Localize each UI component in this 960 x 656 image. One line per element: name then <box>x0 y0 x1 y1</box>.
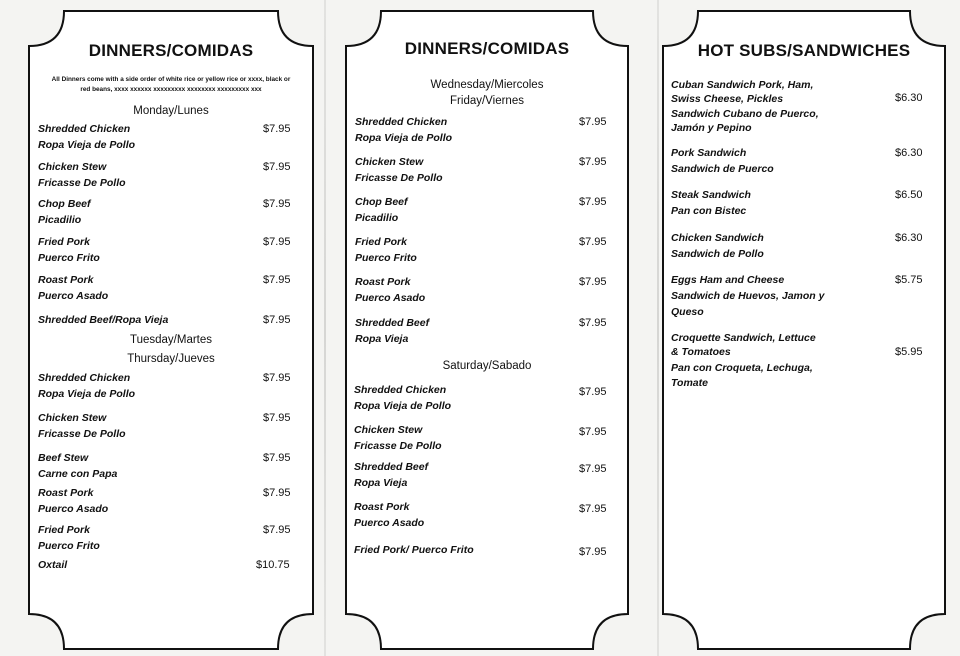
menu-item-price: $7.95 <box>263 161 291 173</box>
menu-item-price: $5.95 <box>895 346 923 358</box>
menu-item-alt-name: Sandwich Cubano de Puerco, <box>671 108 819 120</box>
menu-item-name: Steak Sandwich <box>671 189 751 201</box>
menu-item-name: Roast Pork <box>354 501 410 513</box>
menu-item-price: $7.95 <box>263 412 291 424</box>
menu-item-alt-name: Ropa Vieja de Pollo <box>354 400 452 412</box>
menu-item-alt-name-cont: Queso <box>671 306 704 318</box>
menu-item-alt-name-cont: Jamón y Pepino <box>671 122 752 134</box>
menu-item-name: Cuban Sandwich Pork, Ham, <box>671 79 814 91</box>
menu-item-price: $7.95 <box>263 123 291 135</box>
paper-fold-left <box>324 0 326 656</box>
menu-item-price: $5.75 <box>895 274 923 286</box>
menu-item-price: $7.95 <box>579 317 607 329</box>
menu-item-alt-name: Picadilio <box>38 214 82 226</box>
menu-item-price: $7.95 <box>263 314 291 326</box>
menu-item-name: Oxtail <box>38 559 68 571</box>
menu-item-alt-name: Sandwich de Pollo <box>671 248 764 260</box>
menu-item-name: Shredded Chicken <box>38 372 131 384</box>
menu-item-name: Chicken Stew <box>38 412 107 424</box>
menu-item-price: $6.50 <box>895 189 923 201</box>
menu-item-alt-name: Fricasse De Pollo <box>38 428 126 440</box>
menu-item-name: Roast Pork <box>38 487 94 499</box>
menu-item-price: $7.95 <box>579 386 607 398</box>
menu-item-alt-name-cont: Tomate <box>671 377 708 389</box>
menu-item-alt-name: Ropa Vieja <box>354 477 408 489</box>
menu-item-price: $7.95 <box>263 487 291 499</box>
menu-item-alt-name: Puerco Frito <box>38 252 100 264</box>
menu-item-name: Shredded Beef <box>354 461 429 473</box>
menu-item-name: Pork Sandwich <box>671 147 747 159</box>
menu-item-alt-name: Sandwich de Huevos, Jamon y <box>671 290 825 302</box>
menu-item-price: $7.95 <box>579 156 607 168</box>
menu-item-name: Shredded Chicken <box>355 116 448 128</box>
menu-item-name: Shredded Chicken <box>354 384 447 396</box>
menu-item-name: Chicken Stew <box>38 161 107 173</box>
menu-item-price: $6.30 <box>895 92 923 104</box>
menu-item-price: $10.75 <box>256 559 290 571</box>
menu-item-name: Roast Pork <box>38 274 94 286</box>
menu-item-price: $6.30 <box>895 147 923 159</box>
menu-item-price: $7.95 <box>263 236 291 248</box>
menu-item-name-cont: & Tomatoes <box>671 346 731 358</box>
menu-item-price: $7.95 <box>579 276 607 288</box>
menu-item-price: $7.95 <box>579 116 607 128</box>
side-order-note: All Dinners come with a side order of white rice or yellow rice or xxxx, black or red beans, xxxx xxxxxx xxxxxxxxx xxxxxxxx xxxxxxxxx xxx <box>51 76 291 93</box>
menu-item-alt-name: Puerco Asado <box>354 517 425 529</box>
menu-item-name: Croquette Sandwich, Lettuce <box>671 332 816 344</box>
menu-item-name: Fried Pork/ Puerco Frito <box>354 544 474 556</box>
day-heading-monday: Monday/Lunes <box>133 105 209 117</box>
paper-fold-right <box>657 0 659 656</box>
menu-item-alt-name: Fricasse De Pollo <box>38 177 126 189</box>
day-heading-tuesday: Tuesday/Martes <box>129 334 213 346</box>
menu-item-price: $7.95 <box>263 452 291 464</box>
menu-item-price: $7.95 <box>579 463 607 475</box>
menu-item-alt-name: Fricasse De Pollo <box>355 172 443 184</box>
menu-item-alt-name: Ropa Vieja de Pollo <box>38 139 136 151</box>
menu-item-name: Eggs Ham and Cheese <box>671 274 785 286</box>
menu-item-name: Shredded Beef <box>355 317 430 329</box>
menu-item-alt-name: Pan con Bistec <box>671 205 747 217</box>
menu-item-alt-name: Puerco Frito <box>38 540 100 552</box>
menu-item-alt-name: Puerco Asado <box>355 292 426 304</box>
menu-item-price: $7.95 <box>579 503 607 515</box>
menu-item-name: Shredded Beef/Ropa Vieja <box>38 314 169 326</box>
panel-title: DINNERS/COMIDAS <box>404 39 570 58</box>
menu-item-price: $7.95 <box>263 274 291 286</box>
menu-item-price: $6.30 <box>895 232 923 244</box>
menu-item-name-cont: Swiss Cheese, Pickles <box>671 93 784 105</box>
menu-item-price: $7.95 <box>263 372 291 384</box>
menu-item-alt-name: Carne con Papa <box>38 468 118 480</box>
menu-item-price: $7.95 <box>579 546 607 558</box>
hot-subs-panel <box>662 10 946 650</box>
menu-item-alt-name: Ropa Vieja de Pollo <box>355 132 453 144</box>
menu-item-alt-name: Puerco Asado <box>38 290 109 302</box>
menu-item-price: $7.95 <box>579 196 607 208</box>
menu-item-alt-name: Fricasse De Pollo <box>354 440 442 452</box>
day-heading-friday: Friday/Viernes <box>450 95 524 107</box>
menu-item-alt-name: Picadilio <box>355 212 399 224</box>
dinners-panel-1 <box>28 10 314 650</box>
menu-item-name: Fried Pork <box>355 236 407 248</box>
menu-item-name: Chop Beef <box>38 198 91 210</box>
menu-item-alt-name: Puerco Frito <box>355 252 417 264</box>
menu-item-alt-name: Sandwich de Puerco <box>671 163 774 175</box>
menu-item-alt-name: Puerco Asado <box>38 503 109 515</box>
menu-item-price: $7.95 <box>579 426 607 438</box>
panel-title: HOT SUBS/SANDWICHES <box>697 41 911 60</box>
menu-item-name: Chicken Stew <box>354 424 423 436</box>
menu-item-price: $7.95 <box>263 198 291 210</box>
dinners-panel-2 <box>345 10 629 650</box>
menu-item-name: Fried Pork <box>38 236 90 248</box>
menu-item-name: Beef Stew <box>38 452 89 464</box>
menu-item-alt-name: Ropa Vieja <box>355 333 409 345</box>
menu-item-price: $7.95 <box>579 236 607 248</box>
menu-item-alt-name: Ropa Vieja de Pollo <box>38 388 136 400</box>
menu-item-name: Fried Pork <box>38 524 90 536</box>
menu-item-name: Chicken Sandwich <box>671 232 764 244</box>
day-heading-saturday: Saturday/Sabado <box>442 360 532 372</box>
panel-title: DINNERS/COMIDAS <box>88 41 254 60</box>
menu-item-name: Roast Pork <box>355 276 411 288</box>
menu-item-price: $7.95 <box>263 524 291 536</box>
day-heading-wednesday: Wednesday/Miercoles <box>430 79 544 91</box>
menu-item-alt-name: Pan con Croqueta, Lechuga, <box>671 362 813 374</box>
menu-item-name: Chop Beef <box>355 196 408 208</box>
day-heading-thursday: Thursday/Jueves <box>127 353 215 365</box>
menu-item-name: Shredded Chicken <box>38 123 131 135</box>
menu-item-name: Chicken Stew <box>355 156 424 168</box>
